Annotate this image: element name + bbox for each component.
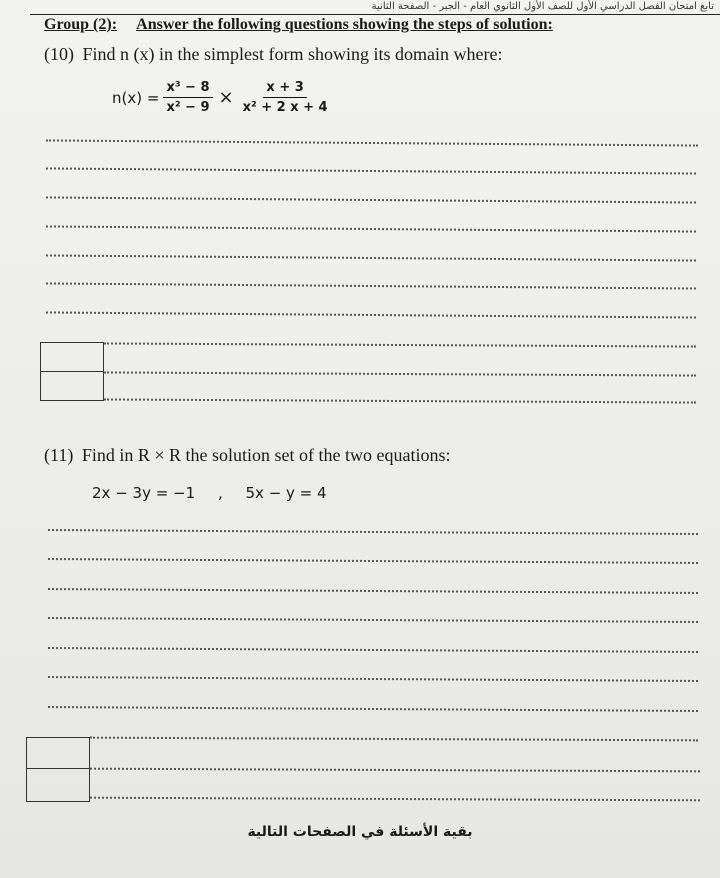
answer-line[interactable] <box>46 282 696 289</box>
answer-line[interactable] <box>104 342 696 347</box>
answer-line[interactable] <box>46 167 696 174</box>
answer-line[interactable] <box>104 398 696 403</box>
answer-line[interactable] <box>46 311 696 318</box>
answer-line[interactable] <box>46 254 696 261</box>
answer-line[interactable] <box>46 196 696 203</box>
formula-lhs: n(x) = <box>112 88 160 107</box>
equation-separator: , <box>217 484 223 502</box>
question-11 <box>44 445 450 466</box>
score-box[interactable] <box>40 371 104 401</box>
footer-note: بقية الأسئلة في الصفحات التالية <box>247 824 473 840</box>
header-rule <box>30 14 720 15</box>
multiply-sign: × <box>218 87 234 108</box>
fraction-2-numerator: x + 3 <box>263 80 306 98</box>
question-10-formula <box>112 80 331 115</box>
answer-line[interactable] <box>46 225 696 232</box>
exam-header-info: تابع امتحان الفصل الدراسي الأول للصف الأول الثانوي العام - الجبر - الصفحة الثانية <box>371 1 714 12</box>
score-box[interactable] <box>26 768 90 802</box>
group-heading <box>44 16 553 34</box>
group-label: Group (2): <box>44 16 118 33</box>
answer-line[interactable] <box>90 768 700 773</box>
question-11-number: (11) <box>44 445 74 465</box>
score-box[interactable] <box>40 342 104 372</box>
answer-line[interactable] <box>48 706 698 712</box>
answer-line[interactable] <box>104 371 696 376</box>
question-11-equations <box>92 484 327 502</box>
question-11-text: Find in R × R the solution set of the two equations: <box>81 445 451 465</box>
question-10 <box>44 44 502 65</box>
equation-1: 2x − 3y = −1 <box>92 484 196 502</box>
formula-fraction-2 <box>240 80 331 115</box>
score-box[interactable] <box>26 737 90 769</box>
answer-line[interactable] <box>90 737 698 742</box>
answer-line[interactable] <box>48 558 698 564</box>
question-10-text: Find n (x) in the simplest form showing its domain where: <box>82 44 503 64</box>
group-instruction: Answer the following questions showing the steps of solution: <box>136 16 553 33</box>
fraction-1-numerator: x³ − 8 <box>163 80 212 98</box>
answer-line[interactable] <box>48 676 698 682</box>
answer-line[interactable] <box>48 647 698 653</box>
fraction-1-denominator: x² − 9 <box>166 100 210 115</box>
answer-line[interactable] <box>90 797 700 802</box>
question-10-number: (10) <box>44 44 74 64</box>
formula-fraction-1 <box>163 80 212 115</box>
answer-line[interactable] <box>48 617 698 623</box>
equation-2: 5x − y = 4 <box>245 484 327 502</box>
answer-line[interactable] <box>48 588 698 594</box>
answer-line[interactable] <box>48 529 698 535</box>
answer-line[interactable] <box>46 139 698 146</box>
fraction-2-denominator: x² + 2 x + 4 <box>242 100 328 115</box>
